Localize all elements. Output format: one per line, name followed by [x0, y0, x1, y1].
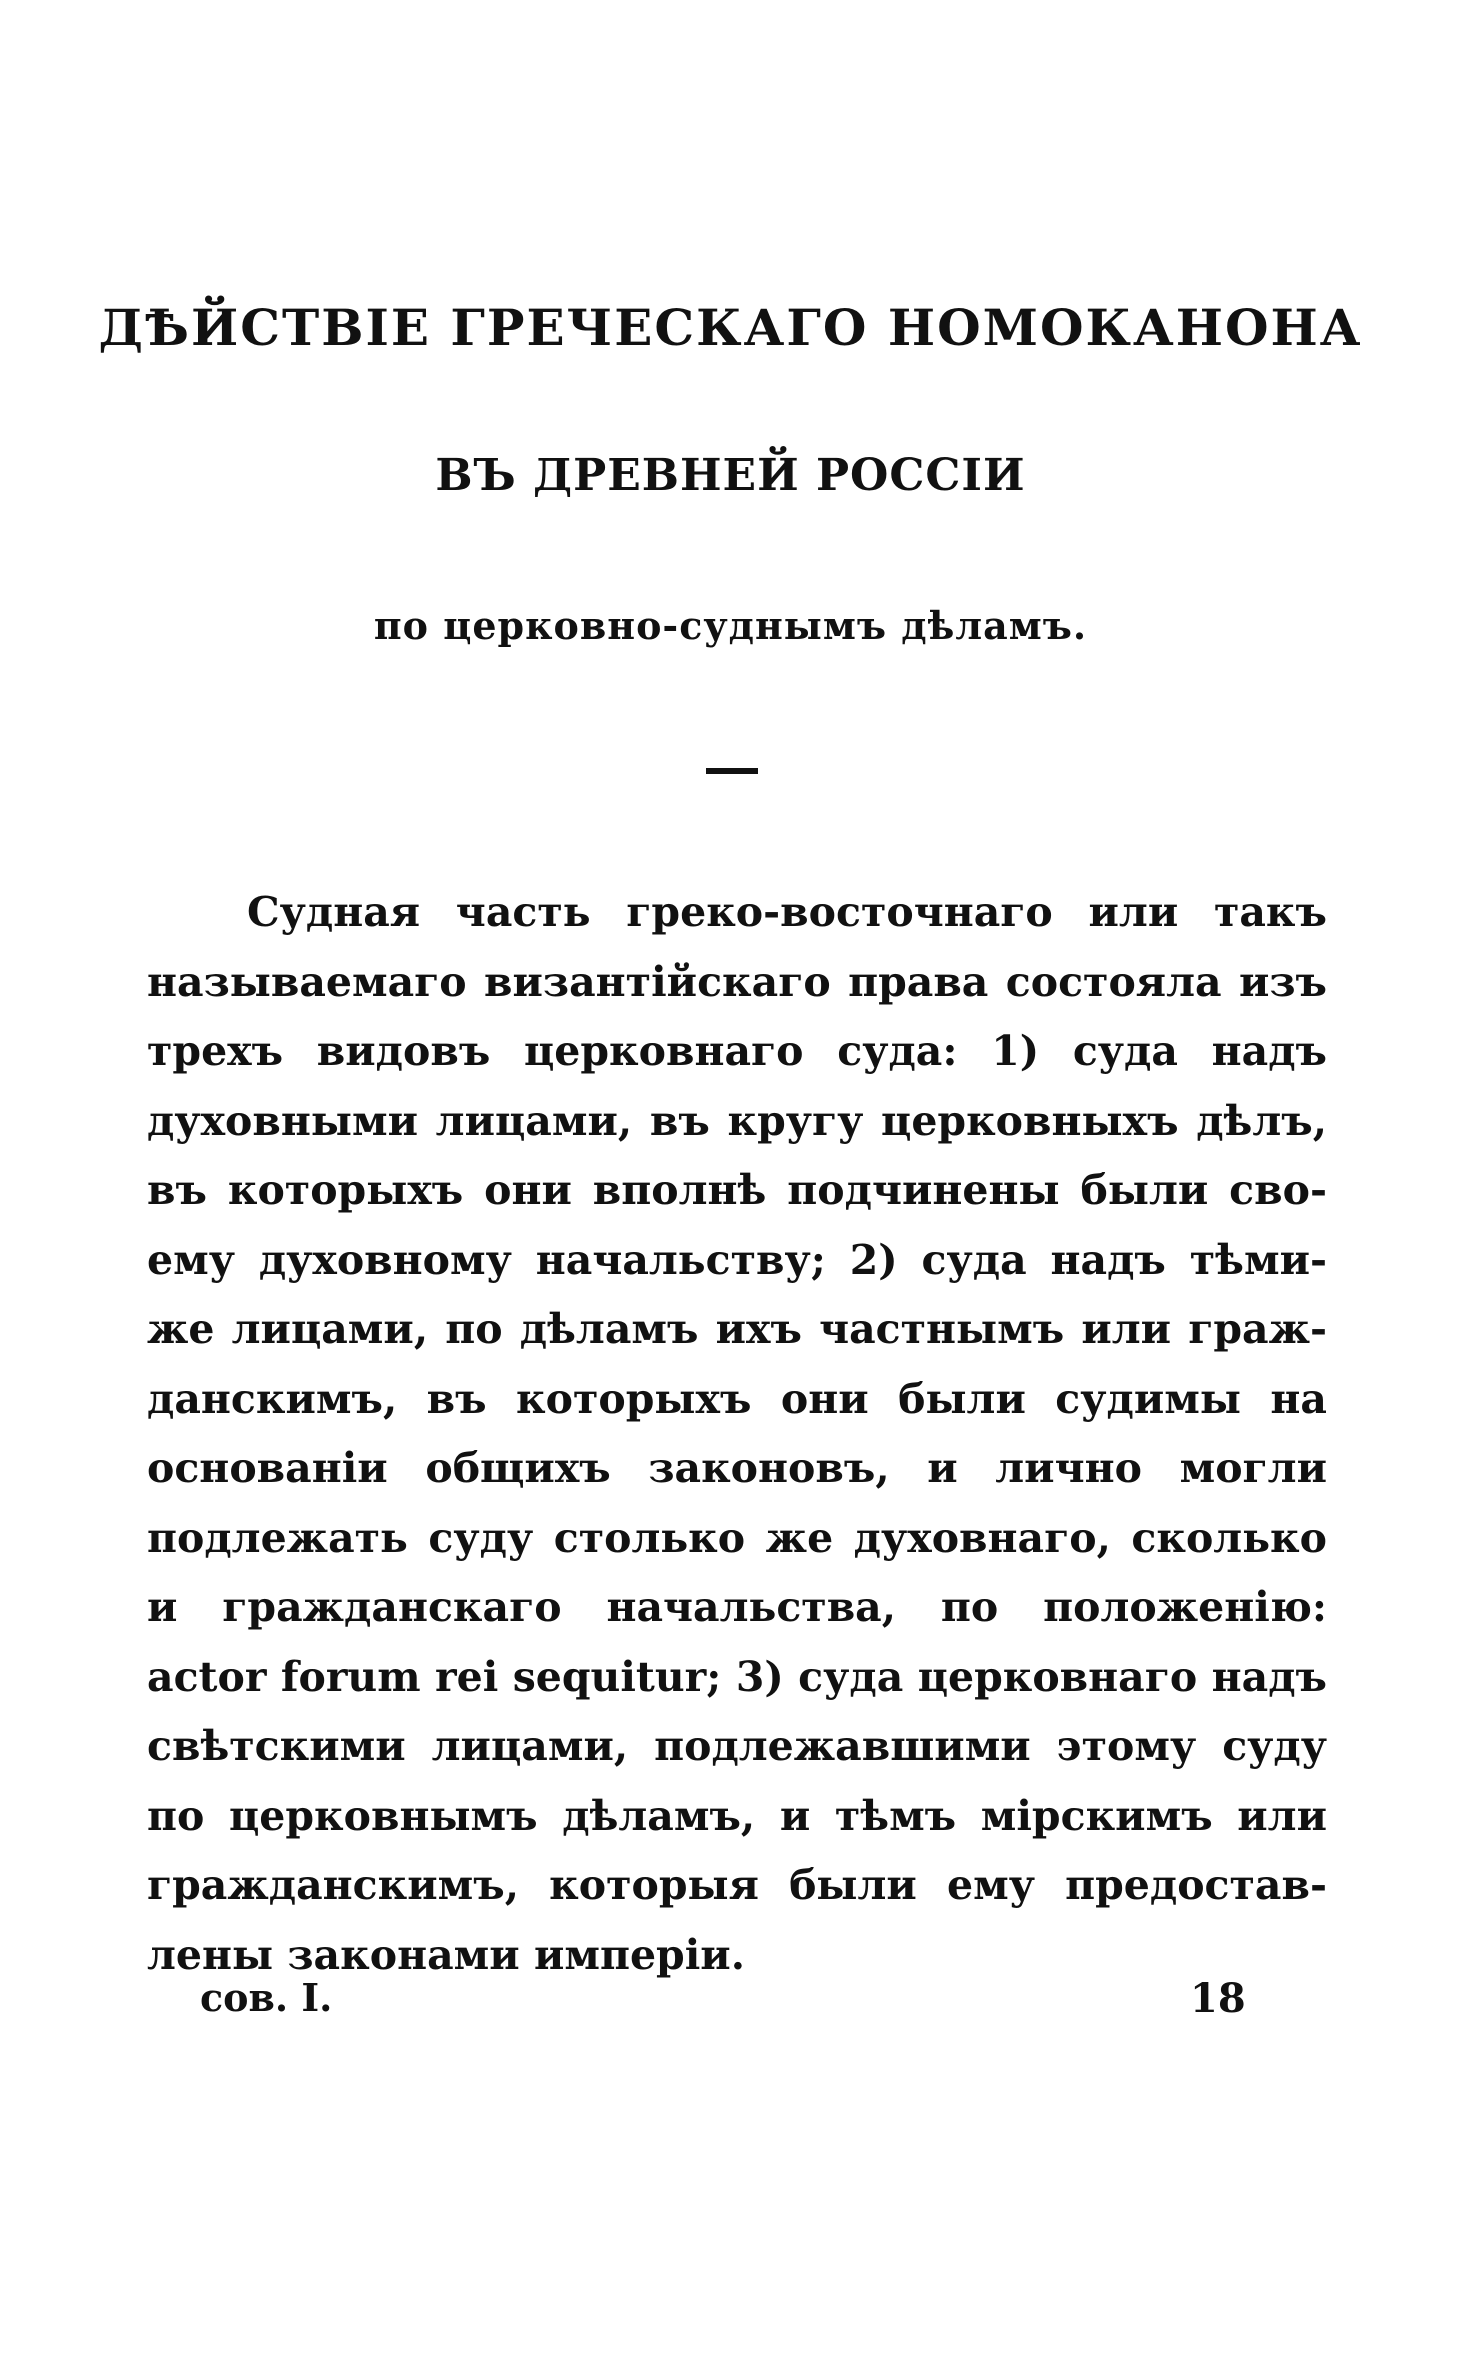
text-line: ему духовному начальству; 2) суда надъ тѣми-	[147, 1235, 1327, 1284]
text-line: трехъ видовъ церковнаго суда: 1) суда надъ	[147, 1027, 1327, 1075]
text-line: подлежать суду столько же духовнаго, сколько	[147, 1513, 1327, 1562]
text-line: называемаго византійскаго права состояла изъ	[147, 957, 1327, 1006]
text-line: данскимъ, въ которыхъ они были судимы на	[147, 1374, 1327, 1423]
text-line: свѣтскими лицами, подлежавшими этому суду	[147, 1722, 1327, 1770]
page-subtitle-secondary: по церковно-суднымъ дѣламъ.	[373, 603, 1088, 648]
page-subtitle: ВЪ ДРЕВНЕЙ РОССІИ	[435, 450, 1026, 501]
text-line: actor forum rei sequitur; 3) суда церковнаго надъ	[147, 1652, 1327, 1701]
text-line: лены законами имперіи.	[147, 1930, 745, 1979]
text-line: основаніи общихъ законовъ, и лично могли	[147, 1444, 1327, 1492]
page-title: ДѢЙСТВІЕ ГРЕЧЕСКАГО НОМОКАНОНА	[98, 298, 1363, 357]
section-divider	[706, 768, 758, 774]
text-line: въ которыхъ они вполнѣ подчинены были сво-	[147, 1166, 1327, 1214]
text-line: по церковнымъ дѣламъ, и тѣмъ мірскимъ или	[147, 1791, 1327, 1840]
body-paragraph	[147, 878, 1327, 1990]
text-line: гражданскимъ, которыя были ему предостав-	[147, 1861, 1327, 1909]
signature-mark: сов. I.	[200, 1975, 333, 2020]
text-line: и гражданскаго начальства, по положенію:	[147, 1583, 1327, 1631]
text-line: Судная часть греко-восточнаго или такъ	[247, 888, 1327, 936]
text-line: же лицами, по дѣламъ ихъ частнымъ или граж-	[147, 1305, 1327, 1353]
sheet-number: 18	[1190, 1975, 1246, 2022]
text-line: духовными лицами, въ кругу церковныхъ дѣлъ,	[147, 1096, 1327, 1145]
